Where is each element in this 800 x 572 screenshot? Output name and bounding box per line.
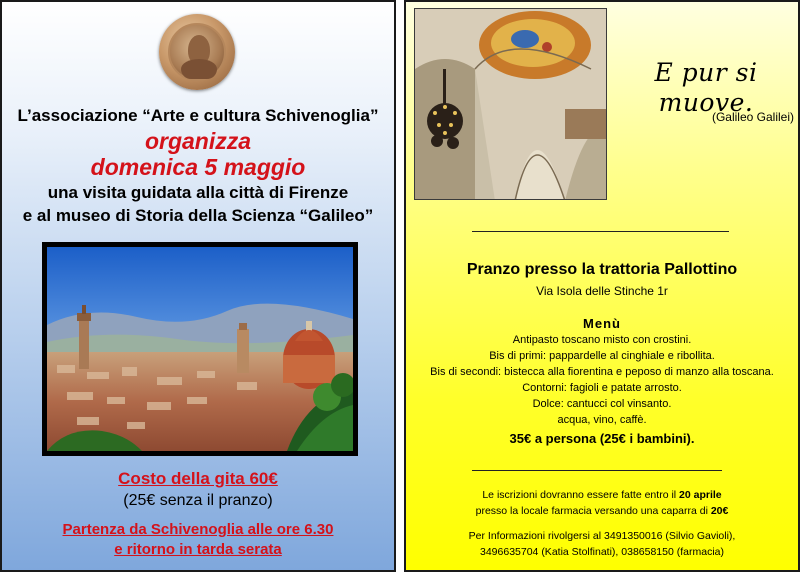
menu-item: Bis di primi: pappardelle al cinghiale e ribollita.: [489, 350, 715, 362]
florence-panorama-image: [42, 242, 358, 456]
menu-list: [406, 332, 798, 428]
menu-item: Dolce: cantucci col vinsanto.: [532, 398, 672, 410]
menu-title: Menù: [583, 316, 621, 331]
divider-bottom: [472, 470, 722, 471]
cost-without-lunch: (25€ senza il pranzo): [123, 492, 273, 509]
menu-item: acqua, vino, caffè.: [557, 414, 647, 426]
visit-description-line2: e al museo di Storia della Scienza “Galileo”: [22, 206, 374, 225]
contact-line1: Per Informazioni rivolgersi al 3491350016 (Silvio Gavioli),: [468, 530, 736, 542]
event-date-heading: domenica 5 maggio: [90, 154, 306, 180]
lunch-title: Pranzo presso la trattoria Pallottino: [466, 261, 738, 278]
deposit-amount: 20€: [710, 505, 729, 517]
departure-line2: e ritorno in tarda serata: [114, 541, 282, 558]
menu-item: Bis di secondi: bistecca alla fiorentina e peposo di manzo alla toscana.: [430, 366, 774, 378]
menu-item: Contorni: fagioli e patate arrosto.: [522, 382, 682, 394]
trip-cost: Costo della gita 60€: [118, 469, 278, 488]
menu-item: Antipasto toscano misto con crostini.: [512, 334, 692, 346]
registration-note: [406, 487, 798, 519]
motto-author: (Galileo Galilei): [711, 110, 794, 124]
contact-line2: 3496635704 (Katia Stolfinati), 038658150 (farmacia): [480, 546, 724, 558]
left-flyer-panel: [0, 0, 396, 572]
lunch-price: 35€ a persona (25€ i bambini).: [509, 431, 695, 446]
divider-top: [472, 231, 729, 232]
registration-deadline: 20 aprile: [679, 489, 722, 501]
association-line: L’associazione “Arte e cultura Schivenoglia”: [17, 106, 379, 125]
right-flyer-panel: [404, 0, 800, 572]
registration-line2: presso la locale farmacia versando una caparra di 20€: [475, 505, 729, 517]
galileo-medallion-image: [159, 14, 235, 90]
organizes-heading: organizza: [144, 128, 252, 154]
visit-description-line1: una visita guidata alla città di Firenze: [47, 183, 349, 202]
contact-info: [406, 528, 798, 560]
departure-line1: Partenza da Schivenoglia alle ore 6.30: [62, 521, 334, 538]
galileo-motto: E pur si muove.: [654, 58, 758, 117]
restaurant-address: Via Isola delle Stinche 1r: [536, 284, 668, 298]
registration-line1: Le iscrizioni dovranno essere fatte entro il 20 aprile: [482, 489, 722, 501]
cathedral-ceiling-image: [414, 8, 607, 200]
